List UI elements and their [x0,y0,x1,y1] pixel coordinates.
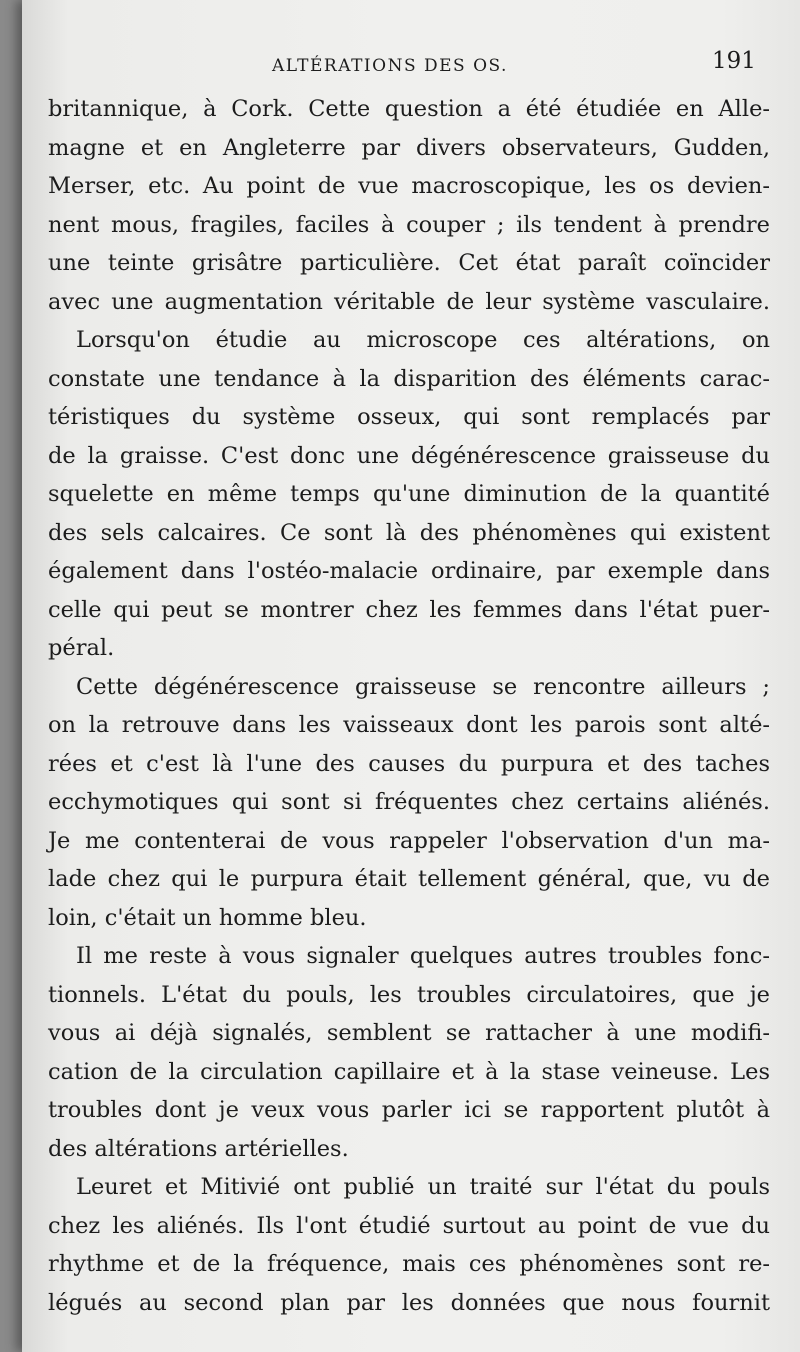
text-line: légués au second plan par les données que nous fournit [48,1289,770,1316]
text-line: britannique, à Cork. Cette question a été étudiée en Alle- [48,96,770,122]
text-line: nent mous, fragiles, faciles à couper ; ils tendent à prendre [48,211,770,238]
running-title: ALTÉRATIONS DES OS. [272,56,508,76]
text-line: vous ai déjà signalés, semblent se rattacher à une modifi- [48,1020,770,1046]
text-line: squelette en même temps qu'une diminution de la quantité [48,481,770,507]
text-line: loin, c'était un homme bleu. [48,904,367,931]
text-line: des altérations artérielles. [48,1135,349,1162]
text-line: constate une tendance à la disparition des éléments carac- [48,365,770,392]
text-line: Lorsqu'on étudie au microscope ces altérations, on [76,327,770,353]
text-line: chez les aliénés. Ils l'ont étudié surtout au point de vue du [48,1212,770,1239]
text-line: Cette dégénérescence graisseuse se rencontre ailleurs ; [76,673,770,700]
text-line: Il me reste à vous signaler quelques autres troubles fonc- [76,943,770,969]
book-page [22,0,800,1352]
text-line: Merser, etc. Au point de vue macroscopique, les os devien- [48,173,770,199]
text-line: troubles dont je veux vous parler ici se rapportent plutôt à [48,1097,770,1123]
text-line: ecchymotiques qui sont si fréquentes chez certains aliénés. [48,789,770,815]
text-line: lade chez qui le purpura était tellement général, que, vu de [48,866,770,892]
text-line: également dans l'ostéo-malacie ordinaire, par exemple dans [48,558,770,584]
text-line: magne et en Angleterre par divers observateurs, Gudden, [48,134,770,161]
text-line: cation de la circulation capillaire et à la stase veineuse. Les [48,1058,770,1085]
text-line: Leuret et Mitivié ont publié un traité sur l'état du pouls [76,1174,770,1200]
text-line: de la graisse. C'est donc une dégénérescence graisseuse du [48,442,770,469]
text-line: péral. [48,635,115,661]
text-line: téristiques du système osseux, qui sont remplacés par [48,404,770,430]
text-line: on la retrouve dans les vaisseaux dont les parois sont alté- [48,712,770,738]
text-line: tionnels. L'état du pouls, les troubles circulatoires, que je [48,981,770,1008]
text-line: celle qui peut se montrer chez les femmes dans l'état puer- [48,596,770,623]
text-line: rées et c'est là l'une des causes du purpura et des taches [48,750,770,777]
text-line: avec une augmentation véritable de leur système vasculaire. [48,288,770,315]
text-line: une teinte grisâtre particulière. Cet état paraît coïncider [48,250,770,276]
text-line: rhythme et de la fréquence, mais ces phénomènes sont re- [48,1251,770,1277]
text-line: des sels calcaires. Ce sont là des phénomènes qui existent [48,519,770,546]
body-text [48,90,770,1322]
page-number: 191 [712,48,756,74]
text-line: Je me contenterai de vous rappeler l'observation d'un ma- [48,827,770,854]
